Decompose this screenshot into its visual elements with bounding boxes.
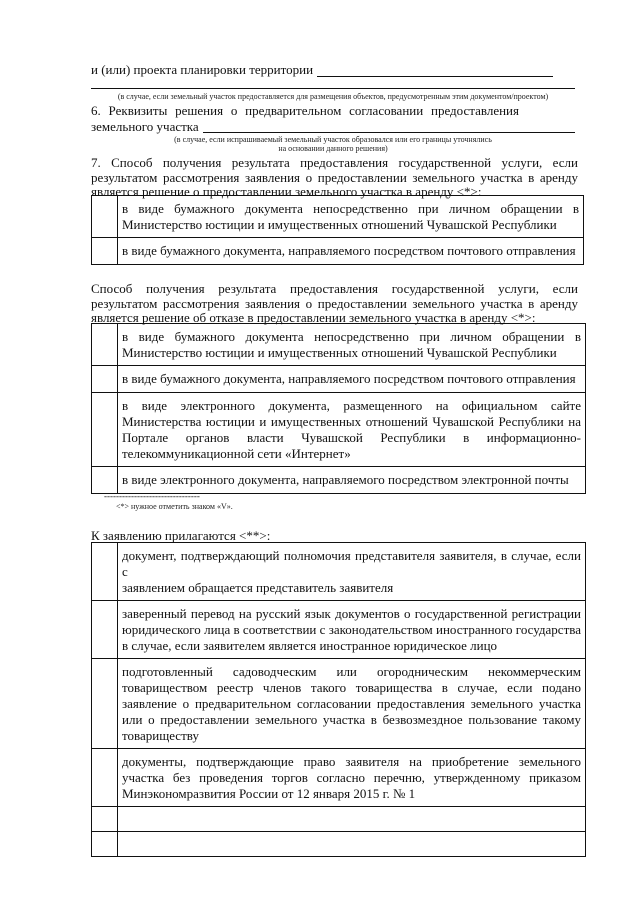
checkbox-doc-registry[interactable]: [92, 659, 118, 749]
doc-line: товариществом реестр членов такого товарищества в случае, если подано: [122, 680, 581, 695]
doc-text-empty[interactable]: [118, 807, 586, 832]
table-rent-options: [91, 195, 584, 265]
item-6-input-line[interactable]: [203, 132, 575, 133]
item-7-line1: 7. Способ получения результата предоставления государственной услуги, если: [91, 155, 578, 170]
doc-line: заявление о предварительном согласовании предоставления земельного участка: [122, 696, 581, 711]
doc-line: участка без проведения торгов согласно перечню, утвержденному приказом: [122, 770, 581, 785]
table-row: [92, 393, 586, 467]
table-row: [92, 196, 584, 238]
doc-line: товариществу: [122, 728, 199, 743]
doc-text-empty[interactable]: [118, 832, 586, 857]
table-attachments: [91, 542, 586, 857]
doc-text: [118, 601, 586, 659]
item-6-line2: земельного участка: [91, 119, 199, 134]
table-row: [92, 238, 584, 265]
doc-text: [118, 659, 586, 749]
item-7-line2: результатом рассмотрения заявления о предоставлении земельного участка в аренду: [91, 170, 578, 185]
checkbox-refusal-email[interactable]: [92, 467, 118, 494]
table-row: [92, 601, 586, 659]
refusal-line1: Способ получения результата предоставления государственной услуги, если: [91, 281, 578, 296]
refusal-line2: результатом рассмотрения заявления о предоставлении земельного участка в аренду: [91, 296, 578, 311]
option-line: Портале органов власти Чувашской Республики в информационно-: [122, 430, 581, 445]
checkbox-doc-translation[interactable]: [92, 601, 118, 659]
checkbox-refusal-personal[interactable]: [92, 324, 118, 366]
attachments-heading: К заявлению прилагаются <**>:: [91, 528, 271, 543]
table-row-empty: [92, 807, 586, 832]
option-line: Министерство юстиции и имущественных отношений Чувашской Республики: [122, 217, 557, 232]
table-row-empty: [92, 832, 586, 857]
checkbox-doc-empty-2[interactable]: [92, 832, 118, 857]
option-text: [118, 366, 586, 393]
doc-line: Минэкономразвития России от 12 января 2015 г. № 1: [122, 786, 416, 801]
note-objects: (в случае, если земельный участок предоставляется для размещения объектов, предусмотренным этим документом/проектом): [117, 92, 549, 101]
item-7-line3: является решение о предоставлении земельного участка в аренду <*>:: [91, 184, 482, 199]
doc-line: заверенный перевод на русский язык документов о государственной регистрации: [122, 606, 581, 621]
option-line: в виде бумажного документа, направляемого посредством почтового отправления: [122, 243, 576, 258]
checkbox-refusal-mail[interactable]: [92, 366, 118, 393]
footnote-text: <*> нужное отметить знаком «V».: [116, 502, 233, 511]
item-6-line1: 6. Реквизиты решения о предварительном согласовании предоставления: [91, 103, 519, 118]
doc-text: [118, 543, 586, 601]
table-row: [92, 324, 586, 366]
table-row: [92, 467, 586, 494]
checkbox-rent-mail[interactable]: [92, 238, 118, 265]
option-line: в виде бумажного документа непосредственно при личном обращении в: [122, 329, 581, 344]
project-line-label: и (или) проекта планировки территории: [91, 62, 314, 77]
doc-line: или о предоставлении земельного участка в безвозмездное пользование такому: [122, 712, 581, 727]
option-text: [118, 467, 586, 494]
doc-line: подготовленный садоводческим или огородническим некоммерческим: [122, 664, 581, 679]
doc-text: [118, 749, 586, 807]
doc-line: заявлением обращается представитель заявителя: [122, 580, 394, 595]
doc-line: в случае, если заявителем является иностранное юридическое лицо: [122, 638, 498, 653]
project-input-line[interactable]: [317, 76, 553, 77]
option-text: [118, 196, 584, 238]
project-line: [91, 62, 313, 78]
option-line: Министерства юстиции и имущественных отношений Чувашской Республики на: [122, 414, 581, 429]
option-line: в виде бумажного документа непосредственно при личном обращении в: [122, 201, 579, 216]
project-full-line[interactable]: [91, 88, 575, 89]
option-line: Министерство юстиции и имущественных отношений Чувашской Республики: [122, 345, 557, 360]
checkbox-doc-rights[interactable]: [92, 749, 118, 807]
doc-line: юридического лица в соответствии с законодательством иностранного государства: [122, 622, 581, 637]
table-refusal-options: [91, 323, 586, 494]
table-row: [92, 543, 586, 601]
checkbox-doc-authority[interactable]: [92, 543, 118, 601]
note-decision-2: на основании данного решения): [278, 144, 388, 153]
checkbox-rent-personal[interactable]: [92, 196, 118, 238]
refusal-line3: является решение об отказе в предоставлении земельного участка в аренду <*>:: [91, 310, 536, 325]
table-row: [92, 366, 586, 393]
option-line: в виде бумажного документа, направляемого посредством почтового отправления: [122, 371, 576, 386]
table-row: [92, 659, 586, 749]
option-text: [118, 238, 584, 265]
footnote-separator: --------------------------------: [104, 491, 200, 501]
checkbox-doc-empty-1[interactable]: [92, 807, 118, 832]
note-decision-1: (в случае, если испрашиваемый земельный участок образовался или его границы уточнялись: [174, 135, 492, 144]
table-row: [92, 749, 586, 807]
doc-line: документ, подтверждающий полномочия представителя заявителя, в случае, если с: [122, 548, 581, 579]
doc-line: документы, подтверждающие право заявителя на приобретение земельного: [122, 754, 581, 769]
option-line: телекоммуникационной сети «Интернет»: [122, 446, 351, 461]
option-text: [118, 324, 586, 366]
option-line: в виде электронного документа, размещенного на официальном сайте: [122, 398, 581, 413]
option-line: в виде электронного документа, направляемого посредством электронной почты: [122, 472, 569, 487]
checkbox-refusal-website[interactable]: [92, 393, 118, 467]
option-text: [118, 393, 586, 467]
